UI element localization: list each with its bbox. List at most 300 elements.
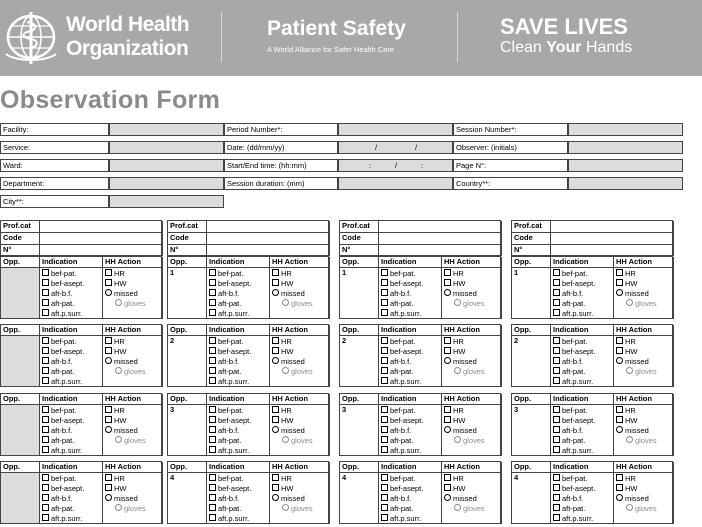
indication-checkbox[interactable] — [381, 436, 413, 446]
radio-icon — [454, 504, 461, 511]
checkbox-icon — [42, 504, 49, 511]
opportunity-block — [511, 256, 673, 319]
checkbox-icon — [616, 279, 623, 286]
indication-label: aft.p.surr. — [218, 446, 250, 455]
indication-label: aft.p.surr. — [562, 514, 594, 523]
indication-checkbox[interactable] — [553, 504, 585, 514]
missed-radio[interactable] — [444, 289, 477, 299]
field-input[interactable] — [109, 195, 224, 208]
gloves-radio[interactable] — [282, 299, 313, 309]
professional-category-header — [339, 220, 501, 256]
indication-checkbox[interactable] — [42, 426, 72, 436]
indication-checkbox[interactable] — [381, 426, 411, 436]
indication-checkbox[interactable] — [553, 377, 593, 387]
number-value — [207, 245, 330, 256]
indication-checkbox[interactable] — [381, 377, 421, 387]
hand-hygiene-checkbox[interactable] — [272, 337, 292, 347]
header-field-row — [0, 195, 702, 209]
hand-hygiene-checkbox[interactable] — [105, 269, 125, 279]
missed-radio[interactable] — [272, 426, 305, 436]
checkbox-icon — [381, 446, 388, 453]
action-label: HW — [281, 279, 294, 288]
radio-icon — [444, 426, 451, 433]
checkbox-icon — [209, 406, 216, 413]
gloves-label: gloves — [463, 299, 485, 308]
radio-icon — [282, 367, 289, 374]
indication-checkbox[interactable] — [553, 426, 583, 436]
checkbox-icon — [105, 269, 112, 276]
indication-checkbox[interactable] — [209, 347, 251, 357]
indication-label: aft-b.f. — [218, 426, 240, 435]
action-label: missed — [114, 357, 138, 366]
action-label: HR — [625, 337, 636, 346]
indication-checkbox[interactable] — [42, 279, 84, 289]
hand-hygiene-checkbox[interactable] — [444, 279, 466, 289]
prof-cat-value — [551, 221, 674, 233]
checkbox-icon — [272, 484, 279, 491]
opp-header: Opp. — [1, 394, 40, 405]
code-value — [207, 233, 330, 245]
field-input[interactable] — [338, 123, 453, 136]
checkbox-icon — [42, 416, 49, 423]
hand-hygiene-checkbox[interactable] — [616, 337, 636, 347]
missed-radio[interactable] — [105, 426, 138, 436]
gloves-radio[interactable] — [115, 436, 146, 446]
indication-checkbox[interactable] — [381, 367, 413, 377]
missed-radio[interactable] — [616, 357, 649, 367]
opportunity-block — [511, 393, 673, 456]
indication-label: aft-pat. — [562, 367, 586, 376]
checkbox-icon — [553, 426, 560, 433]
radio-icon — [282, 299, 289, 306]
action-label: HR — [625, 474, 636, 483]
field-label: Service: — [0, 141, 109, 154]
checkbox-icon — [209, 377, 216, 384]
indication-checkbox[interactable] — [553, 357, 583, 367]
gloves-label: gloves — [291, 504, 313, 513]
indication-label: aft-pat. — [390, 367, 414, 376]
checkbox-icon — [381, 269, 388, 276]
field-input[interactable] — [568, 141, 683, 154]
indication-checkbox[interactable] — [42, 289, 72, 299]
hand-hygiene-checkbox[interactable] — [444, 474, 464, 484]
hh-action-header: HH Action — [442, 394, 502, 405]
indication-checkbox[interactable] — [42, 406, 76, 416]
indication-checkbox[interactable] — [381, 446, 421, 456]
indication-label: aft.p.surr. — [218, 309, 250, 318]
opp-header: Opp. — [340, 257, 379, 268]
tagline-bold: Your — [546, 39, 582, 56]
indication-label: bef-asept. — [218, 484, 252, 493]
indication-header: Indication — [379, 325, 442, 336]
hand-hygiene-checkbox[interactable] — [272, 484, 294, 494]
indication-checkbox[interactable] — [42, 309, 82, 319]
missed-radio[interactable] — [272, 494, 305, 504]
indication-label: bef-asept. — [562, 484, 596, 493]
gloves-radio[interactable] — [626, 436, 657, 446]
checkbox-icon — [209, 337, 216, 344]
indication-checkbox[interactable] — [381, 279, 423, 289]
checkbox-icon — [381, 494, 388, 501]
indication-label: aft-b.f. — [51, 357, 73, 366]
indication-checkbox[interactable] — [209, 494, 239, 504]
indication-checkbox[interactable] — [381, 269, 415, 279]
hh-action-header: HH Action — [614, 325, 674, 336]
header-field-row — [0, 141, 702, 155]
opportunity-number: 2 — [340, 336, 379, 387]
time-separator: : — [421, 161, 424, 170]
indication-checkbox[interactable] — [553, 269, 587, 279]
gloves-radio[interactable] — [454, 299, 485, 309]
indication-checkbox[interactable] — [209, 504, 241, 514]
radio-icon — [105, 426, 112, 433]
header-field-row — [0, 177, 702, 191]
action-label: HW — [281, 484, 294, 493]
indication-checkbox[interactable] — [209, 446, 249, 456]
indication-checkbox[interactable] — [553, 367, 585, 377]
missed-radio[interactable] — [105, 494, 138, 504]
header-banner — [0, 0, 702, 76]
gloves-radio[interactable] — [115, 367, 146, 377]
gloves-label: gloves — [635, 299, 657, 308]
indication-checkbox[interactable] — [553, 347, 595, 357]
indication-checkbox[interactable] — [42, 484, 84, 494]
indication-checkbox[interactable] — [42, 474, 76, 484]
indication-label: bef-asept. — [51, 416, 85, 425]
opp-header: Opp. — [512, 394, 551, 405]
checkbox-icon — [381, 504, 388, 511]
indication-checkbox[interactable] — [42, 416, 84, 426]
hand-hygiene-checkbox[interactable] — [444, 416, 466, 426]
indication-checkbox[interactable] — [553, 406, 587, 416]
gloves-radio[interactable] — [626, 367, 657, 377]
field-label: City**: — [0, 195, 109, 208]
gloves-label: gloves — [124, 504, 146, 513]
indication-checkbox[interactable] — [209, 416, 251, 426]
gloves-label: gloves — [463, 504, 485, 513]
indication-checkbox[interactable] — [381, 289, 411, 299]
number-label: N° — [512, 245, 551, 256]
checkbox-icon — [381, 377, 388, 384]
opp-header: Opp. — [1, 462, 40, 473]
indication-checkbox[interactable] — [42, 446, 82, 456]
field-input[interactable] — [338, 159, 453, 172]
checkbox-icon — [209, 289, 216, 296]
indication-label: bef-pat. — [562, 269, 588, 278]
missed-radio[interactable] — [272, 289, 305, 299]
indication-checkbox[interactable] — [381, 406, 415, 416]
hand-hygiene-checkbox[interactable] — [272, 474, 292, 484]
indication-checkbox[interactable] — [42, 494, 72, 504]
action-label: HR — [281, 474, 292, 483]
time-separator: / — [395, 161, 398, 170]
action-label: HR — [114, 406, 125, 415]
indication-checkbox[interactable] — [209, 436, 241, 446]
checkbox-icon — [105, 347, 112, 354]
patient-safety-subtitle: A World Alliance for Safer Health Care — [267, 45, 395, 54]
indication-label: bef-pat. — [390, 337, 416, 346]
indication-checkbox[interactable] — [209, 426, 239, 436]
indication-checkbox[interactable] — [381, 299, 413, 309]
indication-checkbox[interactable] — [42, 299, 74, 309]
indication-checkbox[interactable] — [42, 357, 72, 367]
action-label: missed — [281, 289, 305, 298]
checkbox-icon — [42, 484, 49, 491]
tagline-part: Clean — [500, 39, 547, 56]
indication-checkbox[interactable] — [553, 299, 585, 309]
indication-label: bef-pat. — [218, 406, 244, 415]
opportunity-block — [0, 324, 162, 387]
gloves-radio[interactable] — [454, 436, 485, 446]
hand-hygiene-checkbox[interactable] — [272, 406, 292, 416]
hand-hygiene-checkbox[interactable] — [444, 269, 464, 279]
hand-hygiene-checkbox[interactable] — [444, 347, 466, 357]
indication-checkbox[interactable] — [553, 494, 583, 504]
field-input[interactable] — [109, 177, 224, 190]
field-input[interactable] — [109, 123, 224, 136]
hand-hygiene-checkbox[interactable] — [105, 337, 125, 347]
radio-icon — [115, 299, 122, 306]
hand-hygiene-checkbox[interactable] — [272, 279, 294, 289]
hand-hygiene-checkbox[interactable] — [616, 484, 638, 494]
indication-checkbox[interactable] — [42, 436, 74, 446]
indication-checkbox[interactable] — [553, 279, 595, 289]
checkbox-icon — [381, 514, 388, 521]
hand-hygiene-checkbox[interactable] — [105, 474, 125, 484]
hand-hygiene-checkbox[interactable] — [105, 484, 127, 494]
indication-checkbox[interactable] — [553, 289, 583, 299]
hand-hygiene-checkbox[interactable] — [616, 406, 636, 416]
indication-checkbox[interactable] — [553, 484, 595, 494]
indication-checkbox[interactable] — [42, 367, 74, 377]
indication-checkbox[interactable] — [209, 514, 249, 524]
checkbox-icon — [105, 279, 112, 286]
hand-hygiene-checkbox[interactable] — [444, 406, 464, 416]
checkbox-icon — [381, 299, 388, 306]
hand-hygiene-checkbox[interactable] — [105, 416, 127, 426]
hand-hygiene-checkbox[interactable] — [272, 269, 292, 279]
indication-checkbox[interactable] — [381, 416, 423, 426]
indication-checkbox[interactable] — [381, 494, 411, 504]
indication-checkbox[interactable] — [209, 299, 241, 309]
indication-checkbox[interactable] — [553, 474, 587, 484]
indication-checkbox[interactable] — [42, 514, 82, 524]
indication-checkbox[interactable] — [209, 279, 251, 289]
hand-hygiene-checkbox[interactable] — [616, 474, 636, 484]
indication-checkbox[interactable] — [381, 514, 421, 524]
indication-label: aft-pat. — [562, 299, 586, 308]
indication-label: bef-asept. — [51, 347, 85, 356]
indication-checkbox[interactable] — [42, 269, 76, 279]
checkbox-icon — [381, 357, 388, 364]
checkbox-icon — [553, 484, 560, 491]
date-separator: / — [375, 143, 378, 152]
checkbox-icon — [42, 377, 49, 384]
missed-radio[interactable] — [616, 289, 649, 299]
indication-checkbox[interactable] — [209, 357, 239, 367]
missed-radio[interactable] — [272, 357, 305, 367]
radio-icon — [272, 357, 279, 364]
hh-action-header: HH Action — [103, 394, 163, 405]
gloves-radio[interactable] — [282, 436, 313, 446]
indication-checkbox[interactable] — [381, 357, 411, 367]
hand-hygiene-checkbox[interactable] — [444, 484, 466, 494]
action-label: HW — [625, 347, 638, 356]
radio-icon — [282, 504, 289, 511]
checkbox-icon — [209, 504, 216, 511]
missed-radio[interactable] — [105, 357, 138, 367]
checkbox-icon — [553, 504, 560, 511]
number-label: N° — [168, 245, 207, 256]
field-input[interactable] — [109, 141, 224, 154]
opp-header: Opp. — [1, 325, 40, 336]
indication-checkbox[interactable] — [209, 377, 249, 387]
indication-checkbox[interactable] — [553, 436, 585, 446]
hand-hygiene-checkbox[interactable] — [272, 347, 294, 357]
field-input[interactable] — [109, 159, 224, 172]
indication-checkbox[interactable] — [553, 416, 595, 426]
opportunity-number: 3 — [512, 405, 551, 456]
field-input[interactable] — [568, 159, 683, 172]
indication-checkbox[interactable] — [381, 309, 421, 319]
field-label: Session Number*: — [453, 123, 568, 136]
missed-radio[interactable] — [105, 289, 138, 299]
gloves-radio[interactable] — [626, 299, 657, 309]
action-label: HW — [281, 416, 294, 425]
hand-hygiene-checkbox[interactable] — [105, 406, 125, 416]
indication-checkbox[interactable] — [42, 504, 74, 514]
field-input[interactable] — [568, 123, 683, 136]
missed-radio[interactable] — [444, 494, 477, 504]
gloves-radio[interactable] — [626, 504, 657, 514]
gloves-label: gloves — [291, 436, 313, 445]
indication-checkbox[interactable] — [209, 309, 249, 319]
checkbox-icon — [42, 474, 49, 481]
checkbox-icon — [553, 367, 560, 374]
hh-action-header: HH Action — [614, 257, 674, 268]
checkbox-icon — [42, 279, 49, 286]
indication-checkbox[interactable] — [381, 337, 415, 347]
hand-hygiene-checkbox[interactable] — [105, 279, 127, 289]
missed-radio[interactable] — [616, 494, 649, 504]
hand-hygiene-checkbox[interactable] — [444, 337, 464, 347]
indication-label: aft.p.surr. — [390, 309, 422, 318]
missed-radio[interactable] — [444, 426, 477, 436]
prof-cat-value — [379, 221, 502, 233]
checkbox-icon — [553, 269, 560, 276]
checkbox-icon — [42, 514, 49, 521]
indication-checkbox[interactable] — [209, 269, 243, 279]
gloves-radio[interactable] — [454, 504, 485, 514]
hand-hygiene-checkbox[interactable] — [616, 416, 638, 426]
gloves-radio[interactable] — [454, 367, 485, 377]
hh-action-header: HH Action — [442, 462, 502, 473]
field-input[interactable] — [568, 177, 683, 190]
indication-label: aft-b.f. — [390, 494, 412, 503]
checkbox-icon — [553, 436, 560, 443]
indication-checkbox[interactable] — [553, 514, 593, 524]
prof-cat-label: Prof.cat — [340, 221, 379, 233]
field-label: Observer: (initials) — [453, 141, 568, 154]
indication-checkbox[interactable] — [209, 337, 243, 347]
indication-checkbox[interactable] — [553, 337, 587, 347]
action-label: HR — [625, 406, 636, 415]
indication-checkbox[interactable] — [209, 289, 239, 299]
radio-icon — [444, 357, 451, 364]
indication-checkbox[interactable] — [381, 504, 413, 514]
indication-header: Indication — [40, 257, 103, 268]
hand-hygiene-checkbox[interactable] — [105, 347, 127, 357]
header-field-row — [0, 159, 702, 173]
checkbox-icon — [381, 416, 388, 423]
gloves-radio[interactable] — [115, 299, 146, 309]
checkbox-icon — [553, 416, 560, 423]
indication-checkbox[interactable] — [381, 484, 423, 494]
indication-label: bef-pat. — [562, 474, 588, 483]
indication-label: aft-pat. — [51, 367, 75, 376]
field-input[interactable] — [338, 141, 453, 154]
gloves-radio[interactable] — [282, 367, 313, 377]
missed-radio[interactable] — [616, 426, 649, 436]
code-label: Code — [168, 233, 207, 245]
hand-hygiene-checkbox[interactable] — [272, 416, 294, 426]
indication-checkbox[interactable] — [553, 446, 593, 456]
save-lives-title: SAVE LIVES — [500, 14, 628, 39]
hand-hygiene-checkbox[interactable] — [616, 347, 638, 357]
gloves-label: gloves — [635, 504, 657, 513]
indication-checkbox[interactable] — [209, 367, 241, 377]
gloves-radio[interactable] — [282, 504, 313, 514]
gloves-radio[interactable] — [115, 504, 146, 514]
checkbox-icon — [553, 289, 560, 296]
indication-label: bef-asept. — [218, 347, 252, 356]
indication-label: bef-asept. — [562, 347, 596, 356]
opportunity-number — [1, 473, 40, 524]
hand-hygiene-checkbox[interactable] — [616, 269, 636, 279]
indication-label: bef-pat. — [51, 474, 77, 483]
banner-divider — [457, 12, 458, 62]
opp-header: Opp. — [168, 394, 207, 405]
indication-label: bef-asept. — [562, 416, 596, 425]
checkbox-icon — [444, 337, 451, 344]
action-label: missed — [453, 426, 477, 435]
indication-checkbox[interactable] — [209, 406, 243, 416]
radio-icon — [454, 367, 461, 374]
indication-checkbox[interactable] — [42, 337, 76, 347]
indication-checkbox[interactable] — [381, 347, 423, 357]
checkbox-icon — [42, 426, 49, 433]
indication-checkbox[interactable] — [42, 377, 82, 387]
indication-label: aft-pat. — [562, 436, 586, 445]
hand-hygiene-checkbox[interactable] — [616, 279, 638, 289]
indication-label: bef-pat. — [218, 474, 244, 483]
gloves-label: gloves — [124, 299, 146, 308]
indication-checkbox[interactable] — [42, 347, 84, 357]
professional-category-header — [511, 220, 673, 256]
gloves-label: gloves — [291, 367, 313, 376]
missed-radio[interactable] — [444, 357, 477, 367]
indication-label: bef-pat. — [562, 406, 588, 415]
opp-header: Opp. — [340, 325, 379, 336]
indication-checkbox[interactable] — [209, 484, 251, 494]
indication-label: bef-pat. — [390, 474, 416, 483]
prof-cat-label: Prof.cat — [512, 221, 551, 233]
number-value — [551, 245, 674, 256]
indication-checkbox[interactable] — [209, 474, 243, 484]
indication-checkbox[interactable] — [381, 474, 415, 484]
field-input[interactable] — [338, 177, 453, 190]
indication-checkbox[interactable] — [553, 309, 593, 319]
